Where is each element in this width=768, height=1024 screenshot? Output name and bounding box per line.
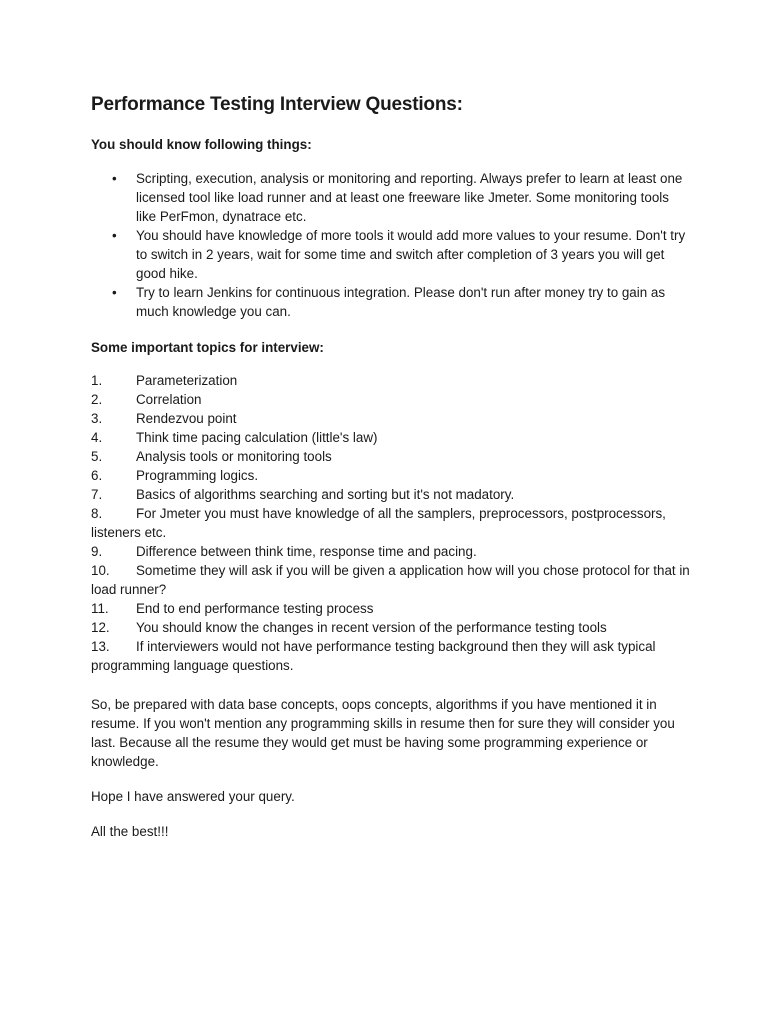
list-item <box>61 618 691 637</box>
item-text: Rendezvou point <box>136 411 237 426</box>
list-item <box>61 409 691 428</box>
list-item <box>61 371 691 390</box>
item-text: Think time pacing calculation (little's law) <box>136 430 378 445</box>
list-item <box>91 283 691 321</box>
section-heading-topics: Some important topics for interview: <box>91 340 324 355</box>
item-text: Programming logics. <box>136 468 259 483</box>
list-item <box>61 504 691 542</box>
list-item <box>91 169 691 226</box>
item-text: Difference between think time, response time and pacing. <box>136 544 477 559</box>
list-item <box>61 390 691 409</box>
item-number: 5. <box>91 449 103 464</box>
list-item <box>61 637 691 675</box>
item-text: Sometime they will ask if you will be given a application how will you chose protocol for that in load runner? <box>91 563 690 597</box>
item-number: 12. <box>91 620 110 635</box>
item-number: 9. <box>91 544 103 559</box>
item-text: Analysis tools or monitoring tools <box>136 449 332 464</box>
closing-line-best: All the best!!! <box>91 824 169 839</box>
item-number: 7. <box>91 487 103 502</box>
page-title: Performance Testing Interview Questions: <box>91 94 463 115</box>
item-number: 13. <box>91 639 110 654</box>
item-text: End to end performance testing process <box>136 601 374 616</box>
list-item <box>61 599 691 618</box>
item-number: 11. <box>91 601 109 616</box>
list-item <box>61 542 691 561</box>
item-number: 10. <box>91 563 110 578</box>
closing-paragraph: So, be prepared with data base concepts, oops concepts, algorithms if you have mentioned it in resume. If you won't mention any programming skills in resume then for sure they will consider you last. Because all the resume they would get must be having some programming experience or knowledge. <box>91 697 675 769</box>
list-item <box>61 485 691 504</box>
list-item <box>61 428 691 447</box>
item-number: 8. <box>91 506 103 521</box>
bullet-icon: • <box>112 285 117 300</box>
bullet-text: You should have knowledge of more tools it would add more values to your resume. Don't try to switch in 2 years, wait for some time and switch after completion of 3 years you will get good hike. <box>136 228 686 281</box>
item-text: Parameterization <box>136 373 238 388</box>
bullet-icon: • <box>112 171 117 186</box>
list-item <box>61 447 691 466</box>
item-text: Basics of algorithms searching and sorting but it's not madatory. <box>136 487 515 502</box>
item-text: For Jmeter you must have knowledge of all the samplers, preprocessors, postprocessors, listeners etc. <box>91 506 666 540</box>
bullet-text: Scripting, execution, analysis or monitoring and reporting. Always prefer to learn at least one licensed tool like load runner and at least one freeware like Jmeter. Some monitoring tools like PerFmon, dynatrace etc. <box>136 171 683 224</box>
item-text: Correlation <box>136 392 202 407</box>
item-number: 6. <box>91 468 103 483</box>
list-item <box>91 226 691 283</box>
section-heading-know: You should know following things: <box>91 137 312 152</box>
list-item <box>61 466 691 485</box>
bullet-list <box>91 169 691 321</box>
closing-line-query: Hope I have answered your query. <box>91 789 295 804</box>
item-text: If interviewers would not have performance testing background then they will ask typical programming language questions. <box>91 639 656 673</box>
item-number: 4. <box>91 430 103 445</box>
bullet-text: Try to learn Jenkins for continuous integration. Please don't run after money try to gain as much knowledge you can. <box>136 285 666 319</box>
topics-list <box>91 371 691 675</box>
item-text: You should know the changes in recent version of the performance testing tools <box>136 620 607 635</box>
bullet-icon: • <box>112 228 117 243</box>
item-number: 1. <box>91 373 103 388</box>
item-number: 3. <box>91 411 103 426</box>
item-number: 2. <box>91 392 103 407</box>
list-item <box>61 561 691 599</box>
